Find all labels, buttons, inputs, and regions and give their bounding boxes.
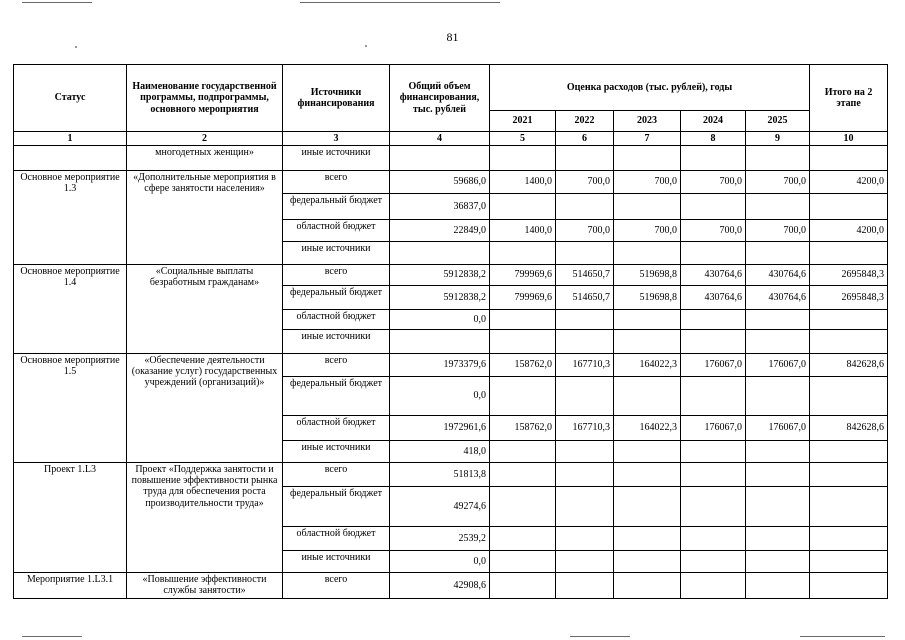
scan-artifact	[300, 2, 500, 3]
value-cell-y2025: 430764,6	[746, 265, 810, 286]
value-cell-y2023	[614, 242, 681, 265]
column-number: 1	[14, 132, 127, 146]
table-row	[14, 354, 888, 377]
value-cell-y2025	[746, 487, 810, 527]
value-cell-y2023	[614, 527, 681, 551]
source-cell: всего	[283, 171, 390, 194]
scan-artifact	[365, 45, 367, 47]
header-stage-total: Итого на 2 этапе	[810, 65, 888, 132]
value-cell-y2025: 700,0	[746, 220, 810, 242]
value-cell-y2021	[490, 441, 556, 463]
value-cell-y2022	[556, 330, 614, 354]
header-estimate: Оценка расходов (тыс. рублей), годы	[490, 65, 810, 111]
value-cell-y2023	[614, 487, 681, 527]
value-cell-stage	[810, 330, 888, 354]
source-cell: всего	[283, 573, 390, 599]
column-number: 4	[390, 132, 490, 146]
budget-table	[13, 64, 888, 599]
column-number: 9	[746, 132, 810, 146]
value-cell-y2021	[490, 527, 556, 551]
value-cell-y2021	[490, 377, 556, 416]
value-cell-total: 1972961,6	[390, 416, 490, 441]
value-cell-y2021	[490, 310, 556, 330]
value-cell-stage	[810, 551, 888, 573]
value-cell-y2022	[556, 310, 614, 330]
column-number: 8	[681, 132, 746, 146]
value-cell-total: 42908,6	[390, 573, 490, 599]
value-cell-y2025	[746, 330, 810, 354]
value-cell-y2022: 167710,3	[556, 416, 614, 441]
value-cell-y2024	[681, 551, 746, 573]
value-cell-y2023	[614, 463, 681, 487]
value-cell-stage: 4200,0	[810, 171, 888, 194]
scan-artifact	[75, 46, 77, 48]
value-cell-y2023	[614, 441, 681, 463]
value-cell-y2025	[746, 551, 810, 573]
source-cell: областной бюджет	[283, 527, 390, 551]
value-cell-y2024	[681, 573, 746, 599]
value-cell-y2025	[746, 194, 810, 220]
header-year: 2021	[490, 111, 556, 132]
name-cell: «Обеспечение деятельности (оказание услуг) государственных учреждений (организаций)»	[127, 354, 283, 463]
value-cell-y2024	[681, 441, 746, 463]
column-number: 6	[556, 132, 614, 146]
value-cell-stage	[810, 527, 888, 551]
header-total: Общий объем финансирования, тыс. рублей	[390, 65, 490, 132]
value-cell-total: 49274,6	[390, 487, 490, 527]
source-cell: иные источники	[283, 242, 390, 265]
value-cell-total: 59686,0	[390, 171, 490, 194]
value-cell-y2024	[681, 194, 746, 220]
source-cell: федеральный бюджет	[283, 377, 390, 416]
value-cell-total: 1973379,6	[390, 354, 490, 377]
value-cell-total: 0,0	[390, 551, 490, 573]
source-cell: иные источники	[283, 551, 390, 573]
source-cell: иные источники	[283, 330, 390, 354]
value-cell-y2022	[556, 463, 614, 487]
status-cell: Основное мероприятие 1.5	[14, 354, 127, 463]
value-cell-y2023: 700,0	[614, 220, 681, 242]
value-cell-y2022: 700,0	[556, 171, 614, 194]
value-cell-y2025: 700,0	[746, 171, 810, 194]
source-cell: федеральный бюджет	[283, 194, 390, 220]
name-cell: многодетных женщин»	[127, 146, 283, 171]
value-cell-total: 0,0	[390, 377, 490, 416]
name-cell: «Повышение эффективности службы занятости»	[127, 573, 283, 599]
header-source: Источники финансирования	[283, 65, 390, 132]
value-cell-y2025	[746, 441, 810, 463]
header-name: Наименование государственной программы, подпрограммы, основного мероприятия	[127, 65, 283, 132]
table-row	[14, 146, 888, 171]
scan-artifact	[22, 636, 82, 637]
header-status: Статус	[14, 65, 127, 132]
table-row	[14, 573, 888, 599]
value-cell-y2022: 167710,3	[556, 354, 614, 377]
value-cell-y2022	[556, 573, 614, 599]
header-year: 2024	[681, 111, 746, 132]
value-cell-y2025: 430764,6	[746, 286, 810, 310]
value-cell-y2025: 176067,0	[746, 354, 810, 377]
header-year: 2025	[746, 111, 810, 132]
status-cell: Основное мероприятие 1.4	[14, 265, 127, 354]
value-cell-stage	[810, 487, 888, 527]
value-cell-total: 22849,0	[390, 220, 490, 242]
value-cell-y2022: 700,0	[556, 220, 614, 242]
source-cell: областной бюджет	[283, 310, 390, 330]
value-cell-stage: 842628,6	[810, 416, 888, 441]
value-cell-y2022	[556, 551, 614, 573]
value-cell-stage	[810, 377, 888, 416]
value-cell-y2024: 176067,0	[681, 354, 746, 377]
value-cell-total	[390, 242, 490, 265]
value-cell-y2023	[614, 194, 681, 220]
value-cell-y2024	[681, 146, 746, 171]
value-cell-y2021	[490, 242, 556, 265]
value-cell-total: 0,0	[390, 310, 490, 330]
scan-artifact	[22, 2, 92, 3]
source-cell: иные источники	[283, 441, 390, 463]
value-cell-y2021: 158762,0	[490, 354, 556, 377]
value-cell-y2025	[746, 377, 810, 416]
value-cell-y2021: 799969,6	[490, 286, 556, 310]
column-number: 3	[283, 132, 390, 146]
value-cell-stage	[810, 194, 888, 220]
value-cell-y2022	[556, 487, 614, 527]
value-cell-y2024	[681, 310, 746, 330]
source-cell: всего	[283, 354, 390, 377]
header-year: 2023	[614, 111, 681, 132]
value-cell-y2021	[490, 463, 556, 487]
value-cell-stage: 842628,6	[810, 354, 888, 377]
value-cell-stage: 2695848,3	[810, 286, 888, 310]
name-cell: «Дополнительные мероприятия в сфере занятости населения»	[127, 171, 283, 265]
value-cell-y2024	[681, 527, 746, 551]
value-cell-y2023	[614, 551, 681, 573]
column-number: 5	[490, 132, 556, 146]
value-cell-y2025	[746, 242, 810, 265]
value-cell-y2021: 1400,0	[490, 171, 556, 194]
value-cell-y2024	[681, 487, 746, 527]
source-cell: всего	[283, 265, 390, 286]
value-cell-y2021: 1400,0	[490, 220, 556, 242]
value-cell-stage	[810, 463, 888, 487]
value-cell-total: 418,0	[390, 441, 490, 463]
value-cell-y2022	[556, 242, 614, 265]
value-cell-y2023: 519698,8	[614, 286, 681, 310]
header-year: 2022	[556, 111, 614, 132]
value-cell-y2024	[681, 377, 746, 416]
value-cell-y2023	[614, 310, 681, 330]
value-cell-stage	[810, 573, 888, 599]
value-cell-total	[390, 330, 490, 354]
value-cell-y2021	[490, 573, 556, 599]
value-cell-y2021	[490, 551, 556, 573]
value-cell-stage	[810, 441, 888, 463]
value-cell-y2023: 164022,3	[614, 354, 681, 377]
value-cell-y2021: 158762,0	[490, 416, 556, 441]
value-cell-total: 5912838,2	[390, 265, 490, 286]
value-cell-y2023	[614, 146, 681, 171]
value-cell-y2025	[746, 573, 810, 599]
value-cell-y2021: 799969,6	[490, 265, 556, 286]
source-cell: областной бюджет	[283, 416, 390, 441]
page-number: 81	[446, 30, 459, 44]
status-cell	[14, 146, 127, 171]
source-cell: всего	[283, 463, 390, 487]
source-cell: иные источники	[283, 146, 390, 171]
value-cell-y2024: 700,0	[681, 220, 746, 242]
value-cell-y2025	[746, 146, 810, 171]
value-cell-y2024	[681, 330, 746, 354]
value-cell-y2025	[746, 527, 810, 551]
scan-artifact	[800, 636, 885, 637]
table-row	[14, 265, 888, 286]
source-cell: федеральный бюджет	[283, 487, 390, 527]
scan-artifact	[570, 636, 630, 637]
status-cell: Проект 1.L3	[14, 463, 127, 573]
value-cell-y2025	[746, 310, 810, 330]
value-cell-stage	[810, 146, 888, 171]
value-cell-y2024: 430764,6	[681, 286, 746, 310]
value-cell-y2023: 519698,8	[614, 265, 681, 286]
value-cell-y2022	[556, 377, 614, 416]
column-number: 2	[127, 132, 283, 146]
value-cell-y2021	[490, 146, 556, 171]
value-cell-total: 51813,8	[390, 463, 490, 487]
status-cell: Мероприятие 1.L3.1	[14, 573, 127, 599]
value-cell-y2025	[746, 463, 810, 487]
source-cell: областной бюджет	[283, 220, 390, 242]
table-body	[14, 132, 888, 599]
value-cell-stage: 2695848,3	[810, 265, 888, 286]
value-cell-y2024	[681, 242, 746, 265]
source-cell: федеральный бюджет	[283, 286, 390, 310]
table-row	[14, 171, 888, 194]
value-cell-y2024	[681, 463, 746, 487]
value-cell-y2023: 164022,3	[614, 416, 681, 441]
value-cell-total: 2539,2	[390, 527, 490, 551]
column-number: 10	[810, 132, 888, 146]
value-cell-y2024: 700,0	[681, 171, 746, 194]
status-cell: Основное мероприятие 1.3	[14, 171, 127, 265]
column-number-row	[14, 132, 888, 146]
value-cell-y2021	[490, 487, 556, 527]
value-cell-stage: 4200,0	[810, 220, 888, 242]
name-cell: «Социальные выплаты безработным гражданам»	[127, 265, 283, 354]
value-cell-y2022	[556, 441, 614, 463]
value-cell-y2022	[556, 194, 614, 220]
table-row	[14, 463, 888, 487]
value-cell-y2023	[614, 330, 681, 354]
value-cell-y2023: 700,0	[614, 171, 681, 194]
value-cell-y2024: 176067,0	[681, 416, 746, 441]
value-cell-total: 36837,0	[390, 194, 490, 220]
value-cell-y2022	[556, 146, 614, 171]
value-cell-y2025: 176067,0	[746, 416, 810, 441]
value-cell-total	[390, 146, 490, 171]
name-cell: Проект «Поддержка занятости и повышение эффективности рынка труда для обеспечения роста производительности труда»	[127, 463, 283, 573]
value-cell-y2023	[614, 377, 681, 416]
value-cell-total: 5912838,2	[390, 286, 490, 310]
value-cell-y2021	[490, 194, 556, 220]
value-cell-stage	[810, 310, 888, 330]
value-cell-y2023	[614, 573, 681, 599]
column-number: 7	[614, 132, 681, 146]
value-cell-y2022: 514650,7	[556, 286, 614, 310]
value-cell-y2022: 514650,7	[556, 265, 614, 286]
value-cell-y2022	[556, 527, 614, 551]
value-cell-y2024: 430764,6	[681, 265, 746, 286]
value-cell-stage	[810, 242, 888, 265]
value-cell-y2021	[490, 330, 556, 354]
